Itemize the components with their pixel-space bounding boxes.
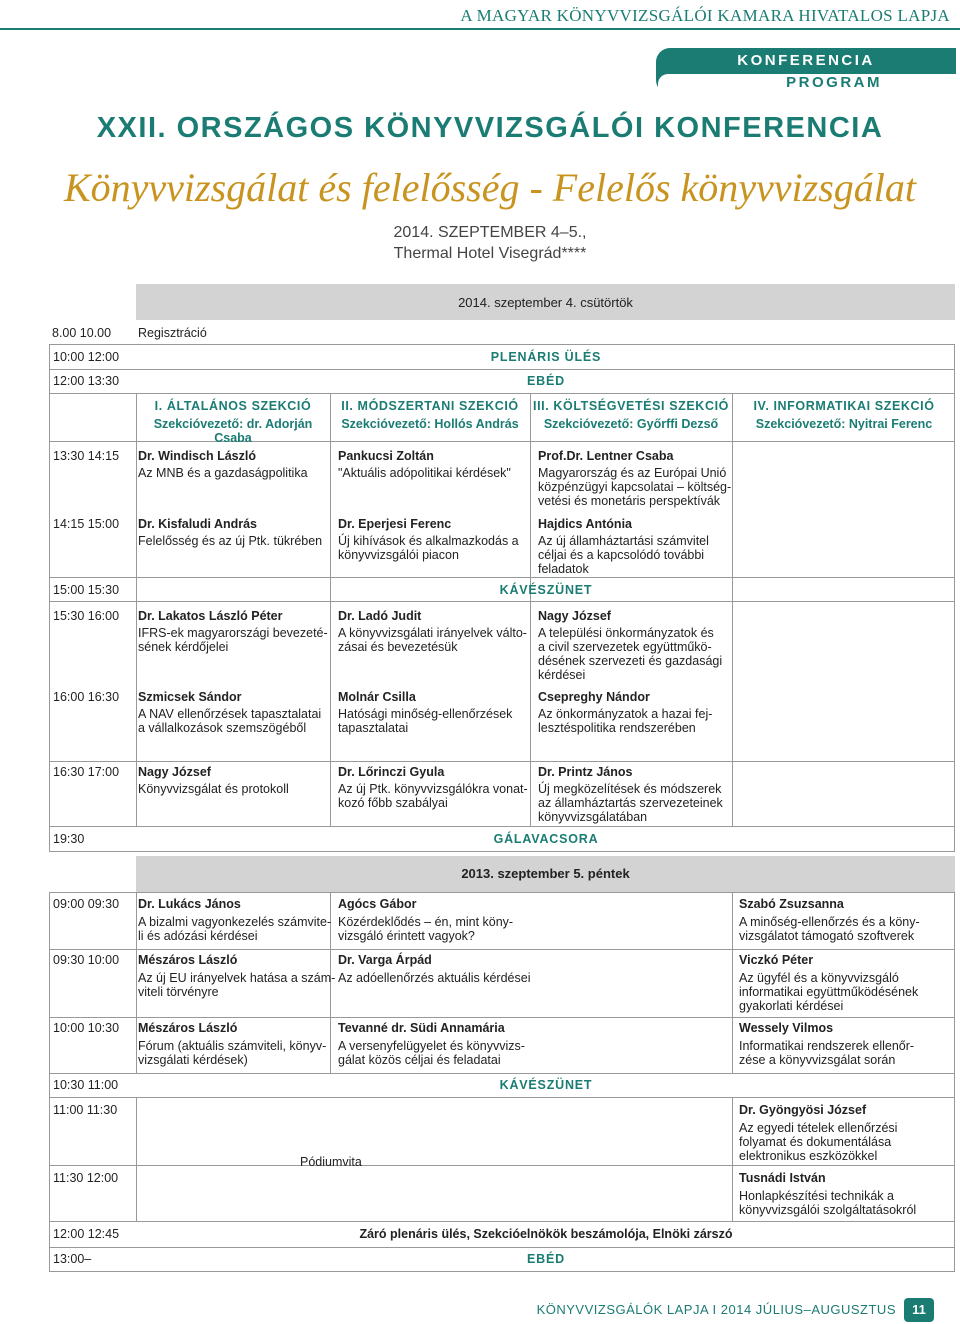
- talk-topic: viteli törvényre: [138, 985, 219, 999]
- slot-time: 11:30 12:00: [53, 1171, 119, 1185]
- talk-topic: désének szervezeti és gazdasági: [538, 654, 723, 668]
- speaker-name: Dr. Printz János: [538, 765, 633, 779]
- talk-topic: li és adózási kérdései: [138, 929, 258, 943]
- talk-topic: Az új Ptk. könyvvizsgálókra vonat-: [338, 782, 528, 796]
- talk-topic: IFRS-ek magyarországi bevezeté-: [138, 626, 328, 640]
- break-label: KÁVÉSZÜNET: [499, 1078, 593, 1092]
- speaker-name: Mészáros László: [138, 1021, 238, 1035]
- date-line: 2014. SZEPTEMBER 4–5.,: [393, 224, 587, 241]
- slot-time: 16:30 17:00: [53, 765, 120, 779]
- speaker-name: Dr. Windisch László: [138, 449, 256, 463]
- talk-topic: lesztéspolitika rendszerében: [538, 721, 696, 735]
- day2-table: [49, 892, 955, 1272]
- section-2-name: II. MÓDSZERTANI SZEKCIÓ: [341, 399, 519, 413]
- slot-time: 14:15 15:00: [53, 517, 120, 531]
- talk-topic: Az önkormányzatok a hazai fej-: [538, 707, 713, 721]
- podium-discussion: Pódiumvita: [300, 1155, 362, 1169]
- section-3-chair: Szekcióvezető: Győrffi Dezső: [543, 417, 719, 431]
- talk-topic: elektronikus eszközökkel: [739, 1149, 878, 1163]
- talk-topic: Az új államháztartási számvitel: [538, 534, 709, 548]
- talk-topic: Közérdeklődés – én, mint köny-: [338, 915, 514, 929]
- break-label: KÁVÉSZÜNET: [499, 583, 593, 597]
- slot-time: 09:00 09:30: [53, 897, 120, 911]
- lunch-label: EBÉD: [527, 1252, 565, 1266]
- speaker-name: Wessely Vilmos: [739, 1021, 834, 1035]
- section-1-chair: Szekcióvezető: dr. Adorján Csaba: [153, 417, 313, 445]
- talk-topic: Felelősség és az új Ptk. tükrében: [138, 534, 323, 548]
- talk-topic: kozó főbb szabályai: [338, 796, 448, 810]
- talk-topic: informatikai együttműködésének: [739, 985, 919, 999]
- speaker-name: Dr. Kisfaludi András: [138, 517, 258, 531]
- slot-time: 10:00 10:30: [53, 1021, 120, 1035]
- talk-topic: sének kérdőjelei: [138, 640, 229, 654]
- talk-topic: a vállalkozások szemszögéből: [138, 721, 307, 735]
- date-venue: [0, 222, 960, 264]
- talk-topic: kérdései: [538, 668, 586, 682]
- talk-topic: A NAV ellenőrzések tapasztalatai: [138, 707, 322, 721]
- talk-topic: a civil szervezetek együttműkö-: [538, 640, 712, 654]
- speaker-name: Nagy József: [138, 765, 211, 779]
- speaker-name: Agócs Gábor: [338, 897, 417, 911]
- conference-subtitle: Könyvvizsgálat és felelősség - Felelős könyvvizsgálat: [63, 165, 916, 210]
- day1-table-late: [49, 762, 955, 852]
- talk-topic: Új megközelítések és módszerek: [538, 782, 722, 796]
- speaker-name: Tusnádi István: [739, 1171, 826, 1185]
- talk-topic: könyvvizsgálói szolgáltatásokról: [739, 1203, 917, 1217]
- talk-topic: feladatok: [538, 562, 589, 576]
- speaker-name: Dr. Varga Árpád: [338, 953, 432, 967]
- talk-topic: zése a könyvvizsgálat során: [739, 1053, 896, 1067]
- speaker-name: Dr. Lőrinczi Gyula: [338, 765, 445, 779]
- speaker-name: Nagy József: [538, 609, 611, 623]
- speaker-name: Szabó Zsuzsanna: [739, 897, 844, 911]
- talk-topic: A bizalmi vagyonkezelés számvite-: [138, 915, 332, 929]
- reg-label: Regisztráció: [138, 326, 207, 340]
- talk-topic: Informatikai rendszerek ellenőr-: [739, 1039, 915, 1053]
- talk-topic: közpénzügyi kapcsolatai – költség-: [538, 480, 732, 494]
- plenary-label: PLENÁRIS ÜLÉS: [490, 350, 602, 364]
- speaker-name: Dr. Lakatos László Péter: [138, 609, 283, 623]
- talk-topic: könyvvizsgálói piacon: [338, 548, 459, 562]
- talk-topic: A települési önkormányzatok és: [538, 626, 714, 640]
- closing-label: Záró plenáris ülés, Szekcióelnökök beszámolója, Elnöki zárszó: [359, 1227, 733, 1241]
- day2-heading: 2013. szeptember 5. péntek: [461, 866, 630, 881]
- plenary-time: 10:00 12:00: [53, 350, 120, 364]
- section-4-chair: Szekcióvezető: Nyitrai Ferenc: [755, 417, 933, 431]
- publication-title: A MAGYAR KÖNYVVIZSGÁLÓI KAMARA HIVATALOS LAPJA: [460, 6, 950, 25]
- footer-text: KÖNYVVIZSGÁLÓK LAPJA I 2014 JÚLIUS–AUGUSZTUS: [536, 1302, 896, 1317]
- talk-topic: Az egyedi tételek ellenőrzési: [739, 1121, 898, 1135]
- speaker-name: Dr. Gyöngyösi József: [739, 1103, 867, 1117]
- talk-topic: vetési és monetáris perspektívák: [538, 494, 721, 508]
- talk-topic: könyvvizsgálatában: [538, 810, 648, 824]
- talk-topic: zásai és bevezetésük: [338, 640, 458, 654]
- program-badge: [656, 48, 956, 94]
- reg-time: 8.00 10.00: [52, 326, 112, 340]
- talk-topic: folyamat és dokumentálása: [739, 1135, 892, 1149]
- slot-time: 16:00 16:30: [53, 690, 120, 704]
- speaker-name: Pankucsi Zoltán: [338, 449, 434, 463]
- speaker-name: Dr. Eperjesi Ferenc: [338, 517, 452, 531]
- talk-topic: "Aktuális adópolitikai kérdések": [338, 466, 511, 480]
- speaker-name: Molnár Csilla: [338, 690, 416, 704]
- speaker-name: Szmicsek Sándor: [138, 690, 242, 704]
- publication-header: [0, 0, 960, 30]
- page-number: 11: [904, 1298, 934, 1322]
- talk-topic: Új kihívások és alkalmazkodás a: [338, 534, 519, 548]
- slot-time: 11:00 11:30: [53, 1103, 118, 1117]
- talk-topic: gyakorlati kérdései: [739, 999, 844, 1013]
- talk-topic: A versenyfelügyelet és könyvvizs-: [338, 1039, 525, 1053]
- slot-time: 09:30 10:00: [53, 953, 120, 967]
- talk-topic: Fórum (aktuális számviteli, könyv-: [138, 1039, 327, 1053]
- talk-topic: céljai és a kapcsolódó további: [538, 548, 705, 562]
- talk-topic: Könyvvizsgálat és protokoll: [138, 782, 289, 796]
- speaker-name: Tevanné dr. Südi Annamária: [338, 1021, 505, 1035]
- talk-topic: Honlapkészítési technikák a: [739, 1189, 894, 1203]
- talk-topic: Az ügyfél és a könyvvizsgáló: [739, 971, 899, 985]
- conference-title: XXII. ORSZÁGOS KÖNYVVIZSGÁLÓI KONFERENCIA: [96, 112, 884, 144]
- talk-topic: tapasztalatai: [338, 721, 409, 735]
- section-1-name: I. ÁLTALÁNOS SZEKCIÓ: [154, 399, 312, 413]
- badge-bottom-label: PROGRAM: [658, 74, 956, 94]
- talk-topic: gálat közös céljai és feladatai: [338, 1053, 501, 1067]
- speaker-name: Csepreghy Nándor: [538, 690, 650, 704]
- lunch-time: 13:00–: [53, 1252, 92, 1266]
- talk-topic: vizsgálatot támogató szoftverek: [739, 929, 915, 943]
- speaker-name: Dr. Lukács János: [138, 897, 241, 911]
- closing-time: 12:00 12:45: [53, 1227, 120, 1241]
- talk-topic: A minőség-ellenőrzés és a köny-: [739, 915, 920, 929]
- lunch-label: EBÉD: [527, 374, 565, 388]
- lunch-time: 12:00 13:30: [53, 374, 120, 388]
- day1-table: [49, 344, 955, 762]
- speaker-name: Dr. Ladó Judit: [338, 609, 422, 623]
- speaker-name: Viczkó Péter: [739, 953, 814, 967]
- break-time: 15:00 15:30: [53, 583, 120, 597]
- talk-topic: vizsgáló érintett vagyok?: [338, 929, 475, 943]
- talk-topic: Hatósági minőség-ellenőrzések: [338, 707, 513, 721]
- break-time: 10:30 11:00: [53, 1078, 119, 1092]
- talk-topic: Az MNB és a gazdaságpolitika: [138, 466, 308, 480]
- talk-topic: Az új EU irányelvek hatása a szám-: [138, 971, 336, 985]
- badge-top-label: KONFERENCIA: [737, 52, 875, 69]
- speaker-name: Mészáros László: [138, 953, 238, 967]
- gala-time: 19:30: [53, 832, 85, 846]
- talk-topic: vizsgálati kérdések): [138, 1053, 248, 1067]
- slot-time: 15:30 16:00: [53, 609, 120, 623]
- section-3-name: III. KÖLTSÉGVETÉSI SZEKCIÓ: [533, 399, 729, 413]
- gala-label: GÁLAVACSORA: [493, 832, 599, 846]
- speaker-name: Hajdics Antónia: [538, 517, 632, 531]
- page-footer: [0, 1298, 960, 1322]
- speaker-name: Prof.Dr. Lentner Csaba: [538, 449, 674, 463]
- talk-topic: Az adóellenőrzés aktuális kérdései: [338, 971, 531, 985]
- section-4-name: IV. INFORMATIKAI SZEKCIÓ: [753, 399, 935, 413]
- section-2-chair: Szekcióvezető: Hollós András: [341, 417, 519, 431]
- slot-time: 13:30 14:15: [53, 449, 120, 463]
- talk-topic: Magyarország és az Európai Unió: [538, 466, 727, 480]
- venue-line: Thermal Hotel Visegrád****: [393, 245, 587, 262]
- talk-topic: az államháztartás szervezeteinek: [538, 796, 723, 810]
- day1-heading: 2014. szeptember 4. csütörtök: [458, 295, 633, 310]
- talk-topic: A könyvvizsgálati irányelvek válto-: [338, 626, 527, 640]
